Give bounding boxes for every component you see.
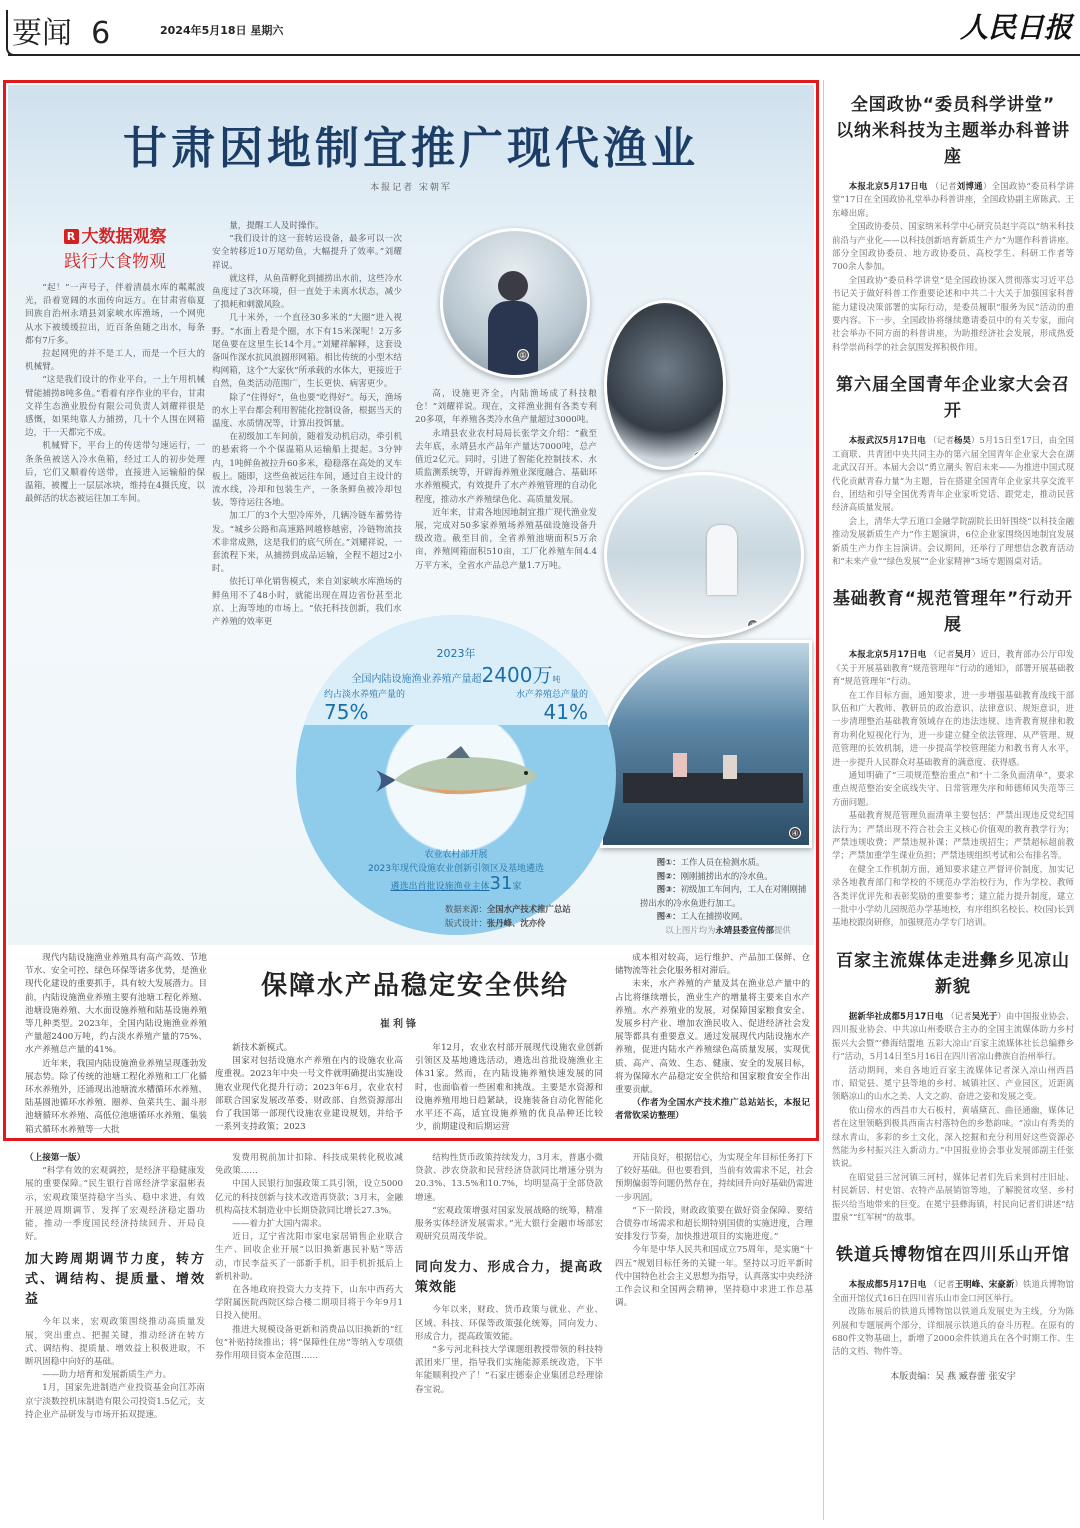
header-rule <box>8 54 1080 56</box>
info-line: 全国内陆设施渔业养殖产量超 <box>351 674 482 685</box>
paragraph: 近日，辽宁省沈阳市家电家居销售企业联合生产、回收企业开展“以旧换新惠民补贴”等活动，市民李益买了一部新手机，旧手机折抵后上新机补助。 <box>215 1232 403 1282</box>
caption-text: 工人在捕捞收网。 <box>680 911 748 921</box>
commentary-col2 <box>215 1042 403 1134</box>
info-left-stat <box>324 687 405 724</box>
bottom-col3 <box>415 1152 603 1522</box>
dateline: 本报北京5月17日电 <box>848 649 927 660</box>
paragraph: 国家对包括设施水产养殖在内的设施农业高度重视。2023年中央一号文件就明确提出实施设施农业现代化提升行动；2023年6月，农业农村部联合国家发展改革委、财政部、自然资源部出台了我国第一部现代设施农业建设规划，并给予一系列支持政策；2023 <box>215 1056 403 1133</box>
photo-number: ④ <box>789 827 801 839</box>
continued-note: （上接第一版） <box>25 1153 86 1163</box>
paragraph: “这是我们设计的作业平台，一上午用机械臂能捕捞8吨多鱼。”看着有序作业的平台，甘肃文祥生态渔业股份有限公司负责人刘耀祥很是感慨，如果纯靠人力捕捞，几十个人围在网箱边，干一天都完不成。 <box>25 375 205 439</box>
info-bottom2: 2023年现代设施农业创新引领区及基地遴选 <box>368 864 544 874</box>
feature-kicker <box>25 222 205 280</box>
paragraph: 发费用税前加计扣除、科技成果转化税收减免政策…… <box>215 1153 403 1177</box>
paragraph <box>832 648 1074 688</box>
info-bottom-stat <box>296 873 616 894</box>
article-title: 基础教育“规范管理年”行动开展 <box>832 589 1074 636</box>
paragraph: 开陆良好，根据信心，为实现全年目标任务打下了较好基础。但也要看到，当前有效需求不足，社会预期偏弱等问题仍然存在，持续回升向好基础仍需进一步巩固。 <box>615 1153 813 1203</box>
bottom-col4 <box>615 1152 813 1522</box>
credit-prefix: 以上图片均为 <box>665 924 716 935</box>
reporter-suffix: ） <box>970 435 980 446</box>
paragraph-text: 在昭觉县三岔河镇三河村，媒体记者们先后来到村庄旧址、村民新居、村史馆、农特产品展销馆等地，了解脱贫攻坚、乡村振兴给当地带来的巨变。在冕宁县彝海镇，村民向记者们讲述“结盟泉”“红军树”的故事。 <box>832 1171 1074 1222</box>
feature-col3 <box>415 388 597 614</box>
paragraph: “起！”一声号子，伴着清晨水库的粼粼波光，沿着宽阔的水面传向远方。在甘肃省临夏回族自治州永靖县刘家峡水库渔场，一个网兜从水下被缓缓拉出，近百条鱼随之出水，每条都有7斤多。 <box>25 283 205 346</box>
paragraph: 中国人民银行加强政策工具引领，设立5000亿元的科技创新与技术改造再贷款；3月末，金融机构高技术制造业中长期贷款同比增长27.3%。 <box>215 1179 403 1216</box>
paragraph-text: 依山傍水的西昌市大石板村，黄墙黛瓦、曲径通幽，媒体记者在这里领略到极具西南古村落特色的乡愁韵味。“凉山有秀美的绿水青山，多彩的乡土文化，深入挖掘和充分利用好这些资源必然能为乡村振兴注入新动力。”中国报业协会事业发展部副主任张铁说。 <box>832 1104 1074 1169</box>
salmon-fish-illustration <box>366 740 546 810</box>
paragraph-text: 铁道兵博物馆全面开馆仪式16日在四川省乐山市金口河区举行。 <box>832 1279 1075 1303</box>
paragraph-text: 5月15日至17日，由全国工商联、共青团中央共同主办的第六届全国青年企业家大会在湖北武汉召开。本届大会以“勇立潮头 智启未来——为推进中国式现代化贡献青春力量”为主题，旨在搭建全国青年企业家共享交流平台，团结和引导全国优秀青年企业家听党话、跟党走，推动民营经济高质量发展。 <box>832 435 1075 513</box>
caption-text: 刚刚捕捞出水的冷水鱼。 <box>680 870 773 881</box>
kicker-line2: 践行大食物观 <box>64 252 166 272</box>
paragraph-text: 在健全工作机制方面，通知要求建立严督评价制度，加实记录各地教育部门和学校的不规范办学治校行为，作为学校、教师各类评优评先和表彰奖励的重要参考；建立能力提升制度，建立一批中小学幼儿园规范办学基地校，有序组织名校长、校(园)长到基地校跟岗研修，加强规范办学专门培训。 <box>832 863 1074 928</box>
infographic-circle <box>296 615 616 935</box>
info-big-value: 2400万 <box>481 663 553 687</box>
news-article <box>832 948 1074 1225</box>
paragraph: 永靖县农业农村局局长张学文介绍：“截至去年底，永靖县水产品年产量达7000吨，总产值近2亿元。同时，引进了智能化控制技术、水质监测系统等，开辟海养殖业深度融合、基础环水养殖模式，有效提升了水产养殖管理的自动化程度，推动水产养殖绿色化、高质量发展。 <box>415 428 597 505</box>
paragraph: “我们设计的这一套转运设备，最多可以一次安全转移近10万尾幼鱼，大幅提升了效率。”刘耀祥说。 <box>212 234 402 271</box>
info-left-value: 75% <box>324 700 369 724</box>
reporter-prefix: （记者 <box>930 181 957 191</box>
info-right-label: 水产养殖总产量的 <box>515 690 588 700</box>
photo-caption <box>640 883 810 910</box>
paragraph <box>832 1278 1074 1305</box>
info-year: 2023年 <box>436 647 476 660</box>
feature-byline: 本报记者 宋朝军 <box>370 183 452 193</box>
photo-caption <box>640 910 810 924</box>
paragraph: 就这样，从鱼苗孵化到捕捞出水前，这些冷水鱼度过了3次环境，但一直处于未离水状态，减少了损耗和刺激风险。 <box>212 273 402 311</box>
article-subtitle: 以纳米科技为主题举办科普讲座 <box>836 121 1070 167</box>
commentary-title: 保障水产品稳定安全供给 <box>260 971 569 1001</box>
info-headline <box>296 659 616 688</box>
paragraph <box>832 274 1074 354</box>
credit-source: 永靖县委宣传部 <box>715 924 775 935</box>
article-title: 第六届全国青年企业家大会召开 <box>836 375 1070 422</box>
feature-col1 <box>25 282 205 937</box>
paragraph: 在各地政府投资大力支持下，山东中西药大学附属医院西院区综合楼二期项目将于今年9月1日投入使用。 <box>215 1285 403 1322</box>
section-subheading: 同向发力、形成合力，提高政策效能 <box>415 1260 603 1296</box>
paragraph: 成本相对较高，运行维护、产品加工保鲜、仓储物流等社会化服务相对滞后。 <box>615 953 810 977</box>
feature-title: 甘肃因地制宜推广现代渔业 <box>123 123 699 174</box>
reporter-name: 刘博通 <box>956 181 983 191</box>
paragraph <box>832 180 1074 220</box>
paragraph-text: 近日，教育部办公厅印发《关于开展基础教育“规范管理年”行动的通知》，部署开展基础教育“规范管理年”行动。 <box>832 649 1075 687</box>
photo-number: ② <box>693 451 705 463</box>
paragraph: 除了“住得好”，鱼也要“吃得好”。每天，渔场的水上平台都会利用智能化控制设备，根据当天的温度、水质情况等，计算出投饵量。 <box>212 392 402 430</box>
worker-shape <box>723 755 737 779</box>
info-bottom3: 遴选出首批设施渔业主体 <box>390 882 490 892</box>
paragraph: 近年来，我国内陆设施渔业养殖呈现蓬勃发展态势。除了传统的池塘工程化养殖和工厂化循环水养殖外，还涌现出池塘流水槽循环水养殖、陆基圆池循环水养殖、圈养、鱼菜共生、漏斗形池塘循环水养殖、高低位池塘循环水养殖、集装箱式循环水养殖等一大批 <box>25 1058 207 1134</box>
reporter-prefix: （记者 <box>929 1279 955 1290</box>
column-rule <box>823 80 824 1520</box>
paragraph: 依托订单化销售模式，来自刘家峡水库渔场的鲜鱼用不了48小时，就能出现在周边省份甚至北京、上海等地的市场上。“依托科技创新，我们水产养殖的效率更 <box>212 577 402 628</box>
paragraph <box>832 769 1074 809</box>
paragraph <box>832 1305 1074 1359</box>
worker-body-shape <box>488 301 538 378</box>
paragraph: “下一阶段，财政政策要在做好资金保障、要结合债券市场需求和超长期特别国债的实施进度，合理安排发行节奏，加快推进项目的实施进度。” <box>615 1205 813 1243</box>
paragraph-text: 在工作目标方面，通知要求，进一步增强基础教育战线干部队伍和广大教师、教研员的政治意识、法律意识、规矩意识，进一步清理整治基础教育领域存在的违法违规、违背教育规律和教育功利化短视化行为，进一步建立健全依法管理、从严管理、规范管理的长效机制，进一步提高学校管理能力和教书育人水平，进一步提升人民群众对基础教育的满意度、获得感。 <box>832 689 1074 767</box>
paragraph <box>832 515 1074 569</box>
article-body <box>832 1278 1074 1358</box>
worker-shape <box>707 525 737 595</box>
paragraph: 高，设施更齐全，内陆渔场成了科技粮仓！”刘耀祥说。现在，文祥渔业拥有各类专利20多项，年养殖各类冷水鱼产量超过3000吨。 <box>415 389 597 426</box>
paragraph <box>832 689 1074 769</box>
paragraph <box>832 1064 1074 1104</box>
design-line <box>445 917 625 931</box>
news-article <box>832 92 1074 354</box>
paragraph-text: 基础教育规范管理负面清单主要包括：严禁出现违反党纪国法行为；严禁出现不符合社会主义核心价值观的教育教学行为；严禁违规收费；严禁违规补课；严禁违规招生；严禁超标超前教学；严禁加重学生课业负担；严禁违规组织考试和公布排名等。 <box>832 810 1074 861</box>
paragraph-text: 改陈布展后的铁道兵博物馆以铁道兵发展史为主线，分为陈列展和专题展两个部分，详细展示铁道兵的奋斗历程。在原有的680件文物基础上，新增了2000余件铁道兵在各个时期工作、生活的文档、物件等。 <box>832 1306 1074 1357</box>
bottom-col2 <box>215 1152 403 1522</box>
paragraph: ——助力培育和发展新质生产力。 <box>42 1370 172 1381</box>
paragraph-text: 会上，清华大学五道口金融学院副院长田轩围绕“以科技金融推动发展新质生产力”作主题演讲，6位企业家围绕因地制宜发展新质生产力作主旨演讲。会议期间，还举行了理想信念教育活动和“未来产业”“绿色发展”“企业家精神”3场专题圆桌对话。 <box>832 515 1074 566</box>
reporter-name: 杨昊 <box>953 435 971 446</box>
paragraph: 1月，国家先进制造产业投资基金向江苏南京宁淡数控机床制造有限公司投资1.5亿元，支持企业产品研发与市场开拓双提速。 <box>25 1383 205 1420</box>
article-body <box>832 434 1074 568</box>
news-article <box>832 372 1074 568</box>
paragraph-text: 通知明确了“三项规范整治重点”和“十二条负面清单”，要求重点规范整治安全底线失守、日常管理失序和师德师风失范等三方面问题。 <box>832 770 1074 807</box>
value: 全国水产技术推广总站 <box>486 904 571 914</box>
value: 张丹峰、沈亦伶 <box>486 917 546 928</box>
paragraph: 现代内陆设施渔业养殖具有高产高效、节地节水、安全可控、绿色环保等诸多优势，是渔业现代化建设的重要抓手，具有较大发展潜力。目前，内陆设施渔业养殖主要有池塘工程化养殖、池塘设施养殖、大水面设施养殖和陆基设施养殖等几种类型。2023年，全国内陆设施渔业养殖产量超2400万吨，约占淡水养殖产量的75%、水产养殖总产量的41%。 <box>25 953 207 1056</box>
paragraph: “多亏河北科技大学课题组教授带领的科技特派团来厂里，指导我们实施能源系统改造，下半年能顺利投产了！”石家庄德泰企业集团总经理徐春宝说。 <box>415 1345 603 1395</box>
news-article <box>832 1242 1074 1358</box>
photo-captions <box>640 856 810 937</box>
label: 版式设计： <box>445 917 487 928</box>
paragraph: 加工厂的3个大型冷库外，几辆冷链车蓄势待发。“城乡公路和高速路网越修越密，冷链物流技术非常成熟，这是我们的底气所在。”刘耀祥说，一套流程下来，从捕捞到成品运输，全程不超过2小时。 <box>212 511 402 575</box>
paragraph <box>832 220 1074 274</box>
reporter-name: 吴月 <box>954 649 972 660</box>
caption-text: 工作人员在检测水质。 <box>680 857 765 867</box>
paragraph: ——着力扩大国内需求。 <box>232 1219 327 1230</box>
dateline: 本报北京5月17日电 <box>848 181 928 191</box>
paragraph: 今年以来，宏观政策围绕推动高质量发展，突出重点、把握关键，推动经济在转方式、调结构、提质量、增效益上积极进取，不断巩固稳中向好的基础。 <box>25 1317 205 1368</box>
article-title: 全国政协“委员科学讲堂” <box>850 95 1056 115</box>
paragraph <box>832 1010 1074 1064</box>
caption-key: 图②： <box>656 870 681 881</box>
page-number: 6 <box>91 16 111 51</box>
paragraph: 在初级加工车间前，随着发动机启动，牵引机的悬索将一个个保温箱从运输船上提起。3分钟内，1吨鲜鱼被拉升60多米，稳稳落在高处的叉车板上。随即，这些鱼被运往车间，通过自主设计的流水线，冷却和包装生产，一条条鲜鱼被冷却包装，等待运往各地。 <box>212 432 402 509</box>
paragraph <box>832 1104 1074 1171</box>
paragraph <box>832 863 1074 930</box>
info-right-value: 41% <box>543 700 588 724</box>
paragraph: 年12月，农业农村部开展现代设施农业创新引领区及基地遴选活动，遴选出首批设施渔业主体31家。然而，在内陆设施养殖快速发展的同时，也面临着一些困难和挑战。主要是水资源和设施养殖用地日趋紧缺，设施装备自动化智能化水平还不高，适宜设施养殖的优良品种还比较少，前期建设和后期运营 <box>415 1043 603 1133</box>
info-left-label: 约占淡水养殖产量的 <box>324 690 406 700</box>
info-bottom1: 农业农村部开展 <box>424 850 488 860</box>
paragraph: 结构性货币政策持续发力，3月末，普惠小微贷款、涉农贷款和民营经济贷款同比增速分别为20.3%、13.5%和10.7%，均明显高于全部贷款增速。 <box>415 1153 603 1203</box>
reporter-prefix: （记者 <box>928 435 954 446</box>
paragraph-text: 全国政协“委员科学讲堂”17日在全国政协礼堂举办科普讲座，全国政协副主席陈武、王东峰出席。 <box>832 181 1075 218</box>
page-editors: 本版责编：吴 燕 臧春蕾 张安宇 <box>890 1371 1016 1382</box>
kicker-line1: 大数据观察 <box>81 227 167 247</box>
paragraph: 几十米外，一个直径30多米的“大圈”进入视野。“水面上看是个圈，水下有15米深呢！2万多尾鱼要在这里生长14个月。”刘耀祥解释，这套设备叫作深水抗风浪圆形网箱。相比传统的小型木结构网箱，这个“大家伙”所承载的水体大，更接近于自然，鱼类活动范围广，生长更快、病害更少。 <box>212 313 402 390</box>
reporter-suffix: ） <box>971 649 981 660</box>
badge-r-icon: R <box>64 229 79 244</box>
paragraph: 今年以来，财政、货币政策与就业、产业、区域、科技、环保等政策强化统筹，同向发力、形成合力，提高政策效能。 <box>415 1305 603 1342</box>
caption-key: 图④： <box>656 911 681 921</box>
reporter-suffix: ） <box>1014 1279 1023 1290</box>
data-source-line <box>445 903 625 917</box>
reporter-name: 王明峰、宋豪新 <box>954 1279 1015 1290</box>
paragraph-text: 由中国报业协会、四川报业协会、中共凉山州委联合主办的全国主流媒体助力乡村振兴大会暨“‘彝海结盟地 五彩大凉山’百家主流媒体社长总编彝乡行”活动，5月14日至5月16日在四川省凉山彝族自治州举行。 <box>832 1010 1075 1062</box>
right-column <box>832 92 1074 1382</box>
section-label <box>12 8 110 52</box>
credit-suffix: 提供 <box>774 924 791 935</box>
photo-number: ① <box>517 349 529 361</box>
section-subheading: 加大跨周期调节力度，转方式、调结构、提质量、增效益 <box>25 1252 205 1308</box>
dateline: 本报成都5月17日电 <box>848 1279 927 1290</box>
paragraph <box>832 434 1074 514</box>
info-unit: 吨 <box>552 675 561 684</box>
author-note: （作者为全国水产技术推广总站站长，本报记者常钦采访整理） <box>615 1098 810 1122</box>
caption-key: 图③： <box>656 884 681 894</box>
reporter-suffix: ） <box>997 1010 1006 1021</box>
paragraph: “科学有效的宏观调控，是经济平稳健康发展的重要保障。”民生银行首席经济学家温彬表示，宏观政策坚持稳字当头、稳中求进，有效开展逆周期调节、发挥了宏观经济稳定器功能，推动一季度国民经济持续回升、开局良好。 <box>25 1166 205 1243</box>
paragraph-text: 活动期间，来自各地近百家主流媒体记者深入凉山州西昌市、昭觉县、冕宁县等地的乡村、城镇社区、产业园区，近距离领略凉山的山水之美、人文之韵、奋进之姿和发展之变。 <box>832 1064 1074 1102</box>
article-title: 铁道兵博物馆在四川乐山开馆 <box>836 1245 1070 1266</box>
worker-head-shape <box>498 271 528 301</box>
info-bottom-unit: 家 <box>512 882 522 892</box>
worker-shape <box>673 753 687 777</box>
paragraph: 机械臂下，平台上的传送带匀速运行，一条条鱼被送入冷水鱼箱，经过工人的初步处理后，它们又顺着传送带，直接进入运输船的保温箱，被覆上一层层冰块，维持在4摄氏度，以最鲜活的状态被运往加工车间。 <box>25 441 205 505</box>
photo-number: ③ <box>747 619 759 631</box>
reporter-prefix: （记者 <box>946 1010 972 1021</box>
paragraph <box>832 809 1074 863</box>
newspaper-logo: 人民日报 <box>959 11 1072 44</box>
info-right-stat <box>516 687 588 724</box>
paragraph: “宏观政策增强对国家发展战略的统筹，精准服务实体经济发展需求。”光大银行金融市场部宏观研究员周茂华说。 <box>415 1205 603 1243</box>
paragraph-text: 全国政协“委员科学讲堂”是全国政协深入贯彻落实习近平总书记关于做好科普工作重要论述和中共二十大关于加强国家科普能力建设决策部署的实际行动，是委员履职“服务为民”活动的重要内容。下一步，全国政协将继续邀请委员中的有关专家，面向社会举办不同方面的科普讲座，为助推经济社会发展，形成热爱科学崇尚科学的社会氛围发挥积极作用。 <box>832 274 1074 352</box>
commentary-col1 <box>25 952 207 1134</box>
paragraph: 今年是中华人民共和国成立75周年，是实施“十四五”规划目标任务的关键一年。坚持以习近平新时代中国特色社会主义思想为指导，认真落实中央经济工作会议和全国两会精神，坚持稳中求进工作总基调。 <box>615 1245 813 1309</box>
commentary-col3 <box>415 1042 603 1134</box>
article-body <box>832 648 1074 930</box>
paragraph: 新技术新模式。 <box>232 1043 293 1053</box>
reporter-name: 吴光于 <box>971 1010 998 1021</box>
photo-3-processing <box>604 472 804 638</box>
paragraph: 推进大规模设备更新和消费品以旧换新的“红包”补贴持续推出；将“保障性住房”等纳入专项债券作用项目资本金范围…… <box>215 1324 403 1362</box>
photo-caption <box>640 870 810 884</box>
commentary-author: 崔利锋 <box>380 1019 419 1030</box>
article-body <box>832 1010 1074 1225</box>
article-body <box>832 180 1074 354</box>
commentary-col4 <box>615 952 810 1134</box>
reporter-suffix: ） <box>982 181 992 191</box>
paragraph: 拉起网兜的并不是工人，而是一个巨大的机械臂。 <box>25 349 205 373</box>
dateline: 本报武汉5月17日电 <box>848 435 926 446</box>
photo-2-fresh-fish <box>604 300 726 470</box>
label: 数据来源： <box>445 904 487 914</box>
news-article <box>832 586 1074 930</box>
paragraph-text: 全国政协委员、国家纳米科学中心研究员赵宇亮以“纳米科技前沿与产业化——以科技创新培育新质生产力”为题作科普讲座。部分全国政协委员、地方政协委员、高校学生、科研工作者等700余人参加。 <box>832 221 1074 272</box>
paragraph: 量，提醒工人及时操作。 <box>229 221 324 231</box>
dateline: 据新华社成都5月17日电 <box>848 1010 944 1021</box>
info-bottom-big: 31 <box>489 873 513 894</box>
paragraph <box>832 1171 1074 1225</box>
reporter-prefix: （记者 <box>929 649 955 660</box>
section-name: 要闻 <box>12 16 72 51</box>
paragraph: 未来，水产养殖的产量及其在渔业总产量中的占比将继续增长，渔业生产的增量将主要来自水产养殖。水产养殖业的发展，对保障国家粮食安全、发展乡村产业、增加农渔民收入、促进经济社会发展等都具有重要意义。通过发展现代内陆设施水产养殖，促进内陆水产养殖绿色高质量发展，实现优质、高产、高效、生态、健康、安全的发展目标，将为保障水产品稳定安全供给和国家粮食安全作出重要贡献。 <box>615 979 810 1096</box>
caption-key: 图①： <box>656 857 681 867</box>
photo-1-water-testing <box>440 228 590 378</box>
bottom-col1 <box>25 1152 205 1522</box>
issue-date: 2024年5月18日 星期六 <box>160 24 284 37</box>
paragraph: 近年来，甘肃各地因地制宜推广现代渔业发展，完成对50多家养殖场养殖基础设施设备升级改造。截至目前，全省养殖池塘面积5万余亩，养殖网箱面积510亩，工厂化养殖车间4.4万平方米，全省水产品总产量1.7万吨。 <box>415 507 597 571</box>
photo-caption <box>640 856 810 870</box>
net-shape <box>623 773 803 803</box>
article-title: 百家主流媒体走进彝乡见凉山新貌 <box>836 950 1070 997</box>
photo-credit <box>640 924 810 938</box>
data-source <box>445 903 625 930</box>
caption-text: 初级加工车间内，工人在对刚刚捕捞出水的冷水鱼进行加工。 <box>640 884 807 908</box>
